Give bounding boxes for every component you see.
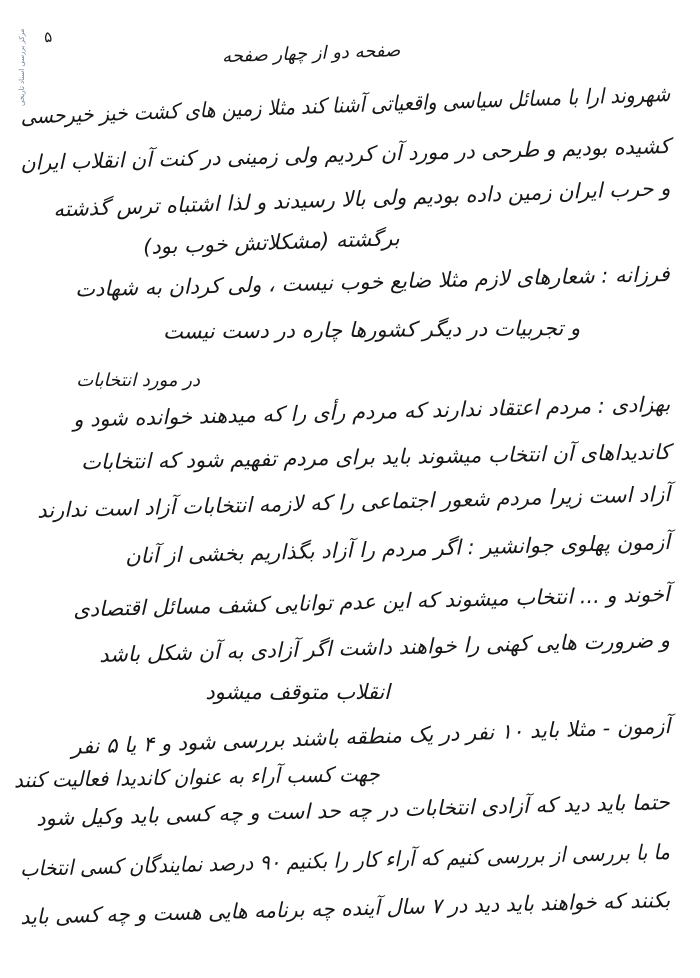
handwritten-line: حتما باید دید که آزادی انتخابات در چه حد است و چه کسی باید وکیل شود — [36, 790, 671, 831]
watermark-text: مرکز بررسی اسناد تاریخی — [18, 28, 26, 106]
handwritten-line: ما با بررسی از بررسی کنیم که آراء کار را بکنیم ۹۰ درصد نمایندگان کسی انتخاب — [20, 840, 671, 882]
handwritten-line: آزمون پهلوی جوانشیر : اگر مردم را آزاد بگذاریم بخشی از آنان — [124, 530, 671, 569]
handwritten-line: و ضرورت هایی کهنی را خواهند داشت اگر آزادی به آن شکل باشد — [99, 628, 671, 667]
handwritten-line: آزمون - مثلا باید ۱۰ نفر در یک منطقه باشند بررسی شود و ۴ یا ۵ نفر — [70, 714, 671, 759]
handwritten-line: و تجربیات در دیگر کشورها چاره در دست نیست — [162, 316, 581, 344]
handwritten-line: انقلاب متوقف میشود — [205, 680, 390, 704]
handwritten-line: برگشته (مشکلاتش خوب بود) — [143, 226, 401, 259]
handwritten-line: صفحه دو از چهار صفحه — [221, 40, 401, 68]
handwritten-line: و حرب ایران زمین داده بودیم ولی بالا رسیدند و لذا اشتباه ترس گذشته — [52, 176, 671, 222]
handwritten-line: در مورد انتخابات — [76, 370, 200, 391]
handwritten-line: فرزانه : شعارهای لازم مثلا ضایع خوب نیست ، ولی کردان به شهادت — [75, 262, 671, 302]
handwritten-line: جهت کسب آراء به عنوان کاندیدا فعالیت کنند — [14, 762, 381, 793]
handwritten-line: آزاد است زیرا مردم شعور اجتماعی را که لازمه انتخابات آزاد است ندارند — [36, 482, 671, 523]
handwritten-line: آخوند و ... انتخاب میشوند که این عدم توانایی کشف مسائل اقتصادی — [73, 582, 671, 622]
archive-watermark — [14, 28, 34, 108]
handwritten-line: بهزادی : مردم اعتقاد ندارند که مردم رأی را که میدهند خوانده شود و — [72, 392, 671, 432]
handwritten-line: کاندیداهای آن انتخاب میشوند باید برای مردم تفهیم شود که انتخابات — [80, 440, 671, 475]
page-number: ۵ — [42, 27, 54, 47]
handwritten-line: کشیده بودیم و طرحی در مورد آن کردیم ولی زمینی در کنت آن انقلاب ایران — [20, 134, 671, 176]
handwritten-line: شهروند ارا با مسائل سیاسی واقعیاتی آشنا کند مثلا زمین های کشت خیز خیرحسی — [20, 82, 671, 129]
handwritten-line: بکنند که خواهند باید دید در ۷ سال آینده چه برنامه هایی هست و چه کسی باید — [19, 888, 671, 930]
